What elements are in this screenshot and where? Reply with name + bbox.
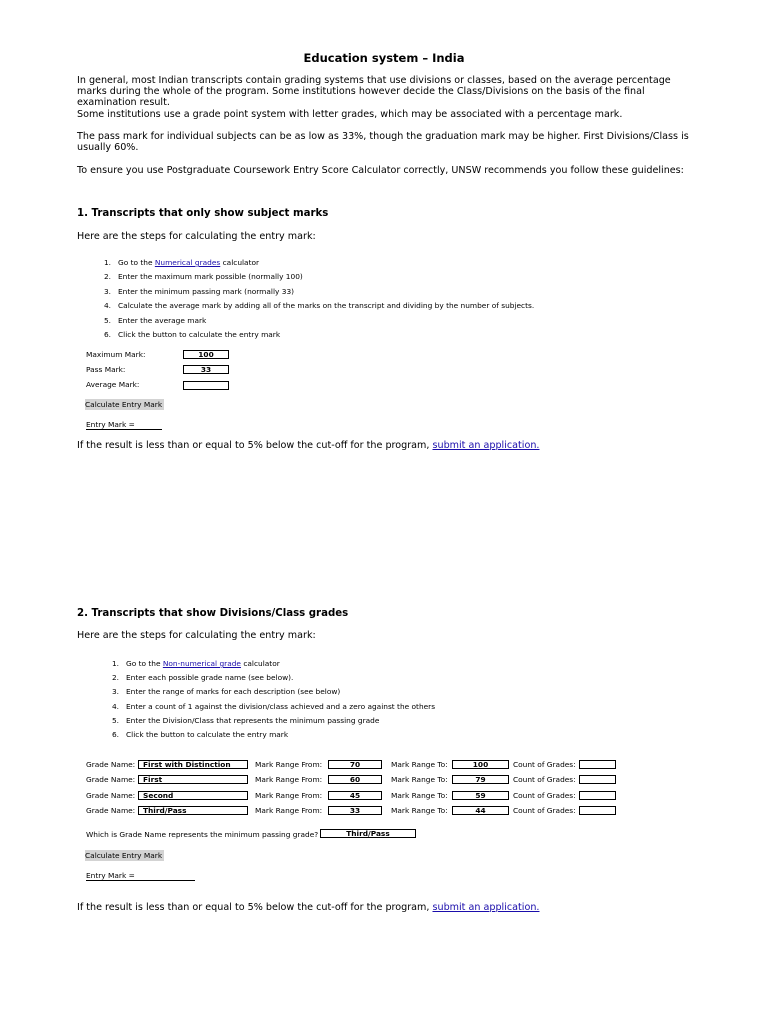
section2-step-3: 3. Enter the range of marks for each description (see below) [111,687,341,696]
section1-step-3: 3. Enter the minimum passing mark (normally 33) [103,287,295,296]
min-pass-grade-label: Which is Grade Name represents the minimum passing grade? [86,830,319,839]
entry-mark-label-1: Entry Mark = [86,420,135,429]
pass-mark-label: Pass Mark: [86,365,126,374]
mark-range-to-input[interactable]: 44 [452,806,509,815]
mark-range-from-label: Mark Range From: [255,791,323,800]
count-of-grades-label: Count of Grades: [513,760,576,769]
count-of-grades-input[interactable] [579,791,616,800]
count-of-grades-label: Count of Grades: [513,806,576,815]
section2-step-4: 4. Enter a count of 1 against the division/class achieved and a zero against the others [111,702,436,711]
intro-paragraph-3: The pass mark for individual subjects can be as low as 33%, though the graduation mark may be higher. First Divisions/Class is usually 60%. [77,131,689,154]
calculate-entry-mark-button-2[interactable]: Calculate Entry Mark [85,851,163,860]
section2-step-5: 5. Enter the Division/Class that represents the minimum passing grade [111,716,380,725]
entry-mark-output-2 [86,871,195,881]
count-of-grades-label: Count of Grades: [513,775,576,784]
grade-name-input[interactable]: Second [138,791,248,800]
submit-application-link-2[interactable]: submit an application. [432,902,540,913]
grade-name-label: Grade Name: [86,775,136,784]
mark-range-from-input[interactable]: 33 [328,806,382,815]
average-mark-input[interactable] [183,381,229,390]
numerical-grades-link[interactable]: Numerical grades [154,258,221,267]
section2-heading: 2. Transcripts that show Divisions/Class grades [77,608,349,619]
max-mark-label: Maximum Mark: [86,350,146,359]
calculate-entry-mark-button-1[interactable]: Calculate Entry Mark [85,400,163,409]
section1-step-6: 6. Click the button to calculate the entry mark [103,330,281,339]
intro-paragraph-1: In general, most Indian transcripts contain grading systems that use divisions or classes, based on the average percentage marks during the whole of the program. Some institutions however decide the Class/Divisions on the basis of the final examination result. [77,75,671,109]
grade-name-input[interactable]: First with Distinction [138,760,248,769]
mark-range-to-label: Mark Range To: [391,806,448,815]
section2-steps-intro: Here are the steps for calculating the entry mark: [77,630,316,641]
count-of-grades-input[interactable] [579,775,616,784]
count-of-grades-input[interactable] [579,760,616,769]
section2-step-1: 1. Go to the Non-numerical grade calculator [111,659,280,668]
count-of-grades-input[interactable] [579,806,616,815]
mark-range-to-input[interactable]: 100 [452,760,509,769]
entry-mark-label-2: Entry Mark = [86,871,135,880]
section1-heading: 1. Transcripts that only show subject marks [77,208,329,219]
intro-paragraph-4: To ensure you use Postgraduate Coursework Entry Score Calculator correctly, UNSW recommends you follow these guidelines: [77,165,684,176]
intro-paragraph-2: Some institutions use a grade point system with letter grades, which may be associated with a percentage mark. [77,109,623,120]
grade-name-input[interactable]: Third/Pass [138,806,248,815]
section1-step-1: 1. Go to the Numerical grades calculator [103,258,260,267]
mark-range-from-input[interactable]: 45 [328,791,382,800]
mark-range-to-label: Mark Range To: [391,791,448,800]
mark-range-from-label: Mark Range From: [255,760,323,769]
section1-step-5: 5. Enter the average mark [103,316,207,325]
submit-application-link-1[interactable]: submit an application. [432,440,540,451]
section1-result-text: If the result is less than or equal to 5% below the cut-off for the program, submit an application. [77,440,540,451]
grade-name-label: Grade Name: [86,760,136,769]
mark-range-from-input[interactable]: 60 [328,775,382,784]
grade-name-label: Grade Name: [86,806,136,815]
entry-mark-output-1 [86,420,162,430]
max-mark-input[interactable]: 100 [183,350,229,359]
mark-range-to-input[interactable]: 79 [452,775,509,784]
average-mark-label: Average Mark: [86,380,140,389]
mark-range-to-input[interactable]: 59 [452,791,509,800]
grade-name-input[interactable]: First [138,775,248,784]
mark-range-from-label: Mark Range From: [255,806,323,815]
section2-step-2: 2. Enter each possible grade name (see below). [111,673,294,682]
mark-range-from-input[interactable]: 70 [328,760,382,769]
min-pass-grade-input[interactable]: Third/Pass [320,829,416,838]
mark-range-to-label: Mark Range To: [391,775,448,784]
section1-step-4: 4. Calculate the average mark by adding all of the marks on the transcript and dividing by the number of subjects. [103,301,535,310]
non-numerical-grade-link[interactable]: Non-numerical grade [162,659,241,668]
section1-steps-intro: Here are the steps for calculating the entry mark: [77,231,316,242]
count-of-grades-label: Count of Grades: [513,791,576,800]
section2-result-text: If the result is less than or equal to 5% below the cut-off for the program, submit an application. [77,902,540,913]
section2-step-6: 6. Click the button to calculate the entry mark [111,730,289,739]
section1-step-2: 2. Enter the maximum mark possible (normally 100) [103,272,303,281]
pass-mark-input[interactable]: 33 [183,365,229,374]
page-title: Education system – India [303,51,465,65]
grade-name-label: Grade Name: [86,791,136,800]
mark-range-to-label: Mark Range To: [391,760,448,769]
mark-range-from-label: Mark Range From: [255,775,323,784]
